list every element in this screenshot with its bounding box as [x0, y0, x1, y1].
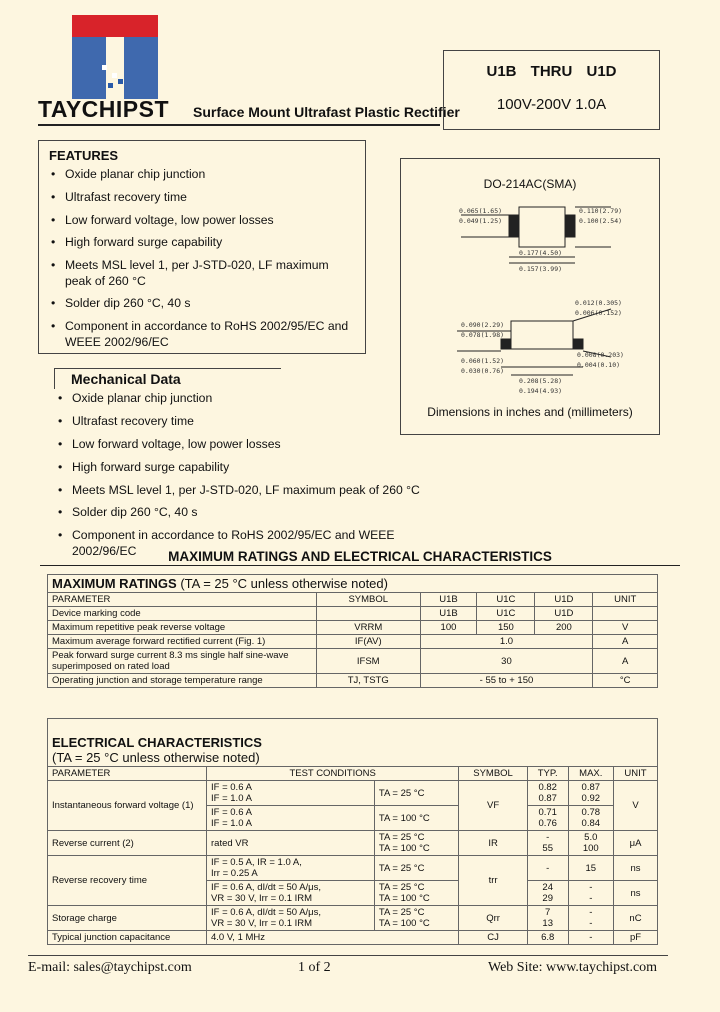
table-row	[48, 674, 658, 688]
table-cell: CJ	[459, 931, 528, 945]
svg-text:0.157(3.99): 0.157(3.99)	[519, 265, 563, 273]
table-cell: Reverse recovery time	[48, 856, 207, 906]
table-cell: IF = 0.5 A, IR = 1.0 A, Irr = 0.25 A	[207, 856, 375, 881]
header-cell: PARAMETER	[48, 593, 317, 607]
table-cell: 6.8	[527, 931, 568, 945]
logo-mark-icon	[72, 15, 158, 99]
maximum-ratings-table	[47, 574, 658, 688]
table-cell: TA = 25 °C	[374, 781, 458, 806]
list-item: • High forward surge capability	[51, 235, 351, 251]
table-cell: -	[527, 856, 568, 881]
list-item: • Meets MSL level 1, per J-STD-020, LF maximum peak of 260 °C	[58, 483, 458, 499]
list-item: • High forward surge capability	[58, 460, 458, 476]
table-cell: IFSM	[317, 649, 421, 674]
table-cell: 15	[568, 856, 613, 881]
header-cell: UNIT	[614, 767, 658, 781]
header-cell: U1D	[535, 593, 593, 607]
table-cell: 4.0 V, 1 MHz	[207, 931, 459, 945]
electrical-characteristics-table	[47, 718, 658, 945]
table-cell: U1D	[535, 607, 593, 621]
table-cell: TJ, TSTG	[317, 674, 421, 688]
page-number: 1 of 2	[298, 960, 331, 975]
features-list	[51, 167, 351, 358]
part-range: U1B THRU U1D	[486, 63, 617, 80]
table-cell: Maximum average forward rectified current (Fig. 1)	[48, 635, 317, 649]
table-cell: TA = 25 °C TA = 100 °C	[374, 906, 458, 931]
svg-text:0.060(1.52): 0.060(1.52)	[461, 357, 505, 365]
table-cell	[317, 607, 421, 621]
table-cell: 200	[535, 621, 593, 635]
list-item: • Meets MSL level 1, per J-STD-020, LF maximum peak of 260 °C	[51, 258, 351, 289]
package-outline-drawing	[401, 189, 659, 399]
svg-text:0.110(2.79): 0.110(2.79)	[579, 207, 623, 215]
table-cell: - 55	[527, 831, 568, 856]
table-cell: Instantaneous forward voltage (1)	[48, 781, 207, 831]
table-cell: ns	[614, 856, 658, 881]
table-cell: 1.0	[420, 635, 593, 649]
footer-rule	[28, 955, 668, 956]
taychipst-logo	[72, 15, 158, 99]
table-cell: 150	[477, 621, 535, 635]
table-cell: Reverse current (2)	[48, 831, 207, 856]
table-cell: IF = 0.6 A IF = 1.0 A	[207, 806, 375, 831]
header-cell: UNIT	[593, 593, 658, 607]
table-cell: IF = 0.6 A, dI/dt = 50 A/μs, VR = 30 V, Irr = 0.1 IRM	[207, 906, 375, 931]
table-cell: U1B	[420, 607, 477, 621]
header-cell: SYMBOL	[317, 593, 421, 607]
table-cell: Storage charge	[48, 906, 207, 931]
table-cell: - -	[568, 906, 613, 931]
brand-name: TAYCHIPST	[38, 96, 170, 122]
table-cell: TA = 25 °C	[374, 856, 458, 881]
list-item: • Ultrafast recovery time	[51, 190, 351, 206]
table-cell: U1C	[477, 607, 535, 621]
list-item: • Low forward voltage, low power losses	[51, 213, 351, 229]
list-item: • Oxide planar chip junction	[58, 391, 458, 407]
table-cell: VF	[459, 781, 528, 831]
table-row	[48, 931, 658, 945]
list-item: • Solder dip 260 °C, 40 s	[51, 296, 351, 312]
table-cell: TA = 25 °C TA = 100 °C	[374, 881, 458, 906]
table-cell: 7 13	[527, 906, 568, 931]
table-cell: trr	[459, 856, 528, 906]
header-cell: SYMBOL	[459, 767, 528, 781]
table-row	[48, 635, 658, 649]
table-cell: °C	[593, 674, 658, 688]
product-subtitle: Surface Mount Ultrafast Plastic Rectifier	[193, 104, 460, 120]
table-cell: 0.71 0.76	[527, 806, 568, 831]
table-cell: A	[593, 635, 658, 649]
list-item: • Component in accordance to RoHS 2002/95/EC and WEEE 2002/96/EC	[58, 528, 458, 559]
svg-text:0.008(0.203): 0.008(0.203)	[577, 351, 624, 359]
table-cell: TA = 100 °C	[374, 806, 458, 831]
table-cell: VRRM	[317, 621, 421, 635]
table-row	[48, 856, 658, 881]
table-row	[48, 831, 658, 856]
header-cell: TYP.	[527, 767, 568, 781]
table-row	[48, 649, 658, 674]
footer-email: E-mail: sales@taychipst.com	[28, 960, 192, 975]
svg-text:0.078(1.98): 0.078(1.98)	[461, 331, 505, 339]
footer-website: Web Site: www.taychipst.com	[488, 960, 658, 975]
table-caption	[48, 575, 658, 593]
table-cell: Device marking code	[48, 607, 317, 621]
table-cell: V	[614, 781, 658, 831]
table-cell: Qrr	[459, 906, 528, 931]
table-cell: Typical junction capacitance	[48, 931, 207, 945]
svg-text:0.006(0.152): 0.006(0.152)	[575, 309, 622, 317]
header-rule	[38, 124, 440, 126]
table-cell: 0.78 0.84	[568, 806, 613, 831]
table-cell: 5.0 100	[568, 831, 613, 856]
table-header-row	[48, 767, 658, 781]
features-title: FEATURES	[49, 148, 119, 163]
section-title: MAXIMUM RATINGS AND ELECTRICAL CHARACTERISTICS	[40, 549, 680, 566]
mechanical-list	[58, 391, 458, 567]
svg-text:0.004(0.10): 0.004(0.10)	[577, 361, 621, 369]
list-item: • Solder dip 260 °C, 40 s	[58, 505, 458, 521]
table-cell: Maximum repetitive peak reverse voltage	[48, 621, 317, 635]
table-cell: -	[568, 931, 613, 945]
svg-text:0.208(5.28): 0.208(5.28)	[519, 377, 563, 385]
svg-text:0.100(2.54): 0.100(2.54)	[579, 217, 623, 225]
table-cell: IF = 0.6 A, dI/dt = 50 A/μs, VR = 30 V, Irr = 0.1 IRM	[207, 881, 375, 906]
header-cell: PARAMETER	[48, 767, 207, 781]
table-cell: - -	[568, 881, 613, 906]
svg-text:0.030(0.76): 0.030(0.76)	[461, 367, 505, 375]
table-row	[48, 781, 658, 806]
table-cell: rated VR	[207, 831, 375, 856]
table-cell: IR	[459, 831, 528, 856]
header-cell: U1B	[420, 593, 477, 607]
table-cell: nC	[614, 906, 658, 931]
list-item: • Component in accordance to RoHS 2002/95/EC and WEEE 2002/96/EC	[51, 319, 351, 350]
table-title: MAXIMUM RATINGS	[52, 576, 177, 591]
svg-text:0.194(4.93): 0.194(4.93)	[519, 387, 563, 395]
table-cell: pF	[614, 931, 658, 945]
svg-text:0.065(1.65): 0.065(1.65)	[459, 207, 503, 215]
table-row	[48, 607, 658, 621]
svg-text:0.049(1.25): 0.049(1.25)	[459, 217, 503, 225]
table-cell: ns	[614, 881, 658, 906]
table-cell: 0.87 0.92	[568, 781, 613, 806]
table-caption	[48, 719, 658, 767]
table-row	[48, 621, 658, 635]
table-header-row	[48, 593, 658, 607]
list-item: • Low forward voltage, low power losses	[58, 437, 458, 453]
list-item: • Ultrafast recovery time	[58, 414, 458, 430]
package-name: DO-214AC(SMA)	[483, 177, 577, 191]
table-condition: (TA = 25 °C unless otherwise noted)	[52, 750, 260, 765]
table-cell: Peak forward surge current 8.3 ms single half sine-wave superimposed on rated load	[48, 649, 317, 674]
table-cell: 0.82 0.87	[527, 781, 568, 806]
table-cell: 30	[420, 649, 593, 674]
table-cell	[593, 607, 658, 621]
list-item: • Oxide planar chip junction	[51, 167, 351, 183]
svg-text:0.090(2.29): 0.090(2.29)	[461, 321, 505, 329]
table-row	[48, 906, 658, 931]
header-cell: U1C	[477, 593, 535, 607]
mechanical-data-title: Mechanical Data	[54, 368, 281, 389]
header-cell: TEST CONDITIONS	[207, 767, 459, 781]
dimensions-caption: Dimensions in inches and (millimeters)	[427, 405, 633, 419]
table-cell: 24 29	[527, 881, 568, 906]
table-cell: A	[593, 649, 658, 674]
table-cell: TA = 25 °C TA = 100 °C	[374, 831, 458, 856]
table-cell: Operating junction and storage temperature range	[48, 674, 317, 688]
table-cell: V	[593, 621, 658, 635]
table-condition: (TA = 25 °C unless otherwise noted)	[180, 576, 388, 591]
table-cell: μA	[614, 831, 658, 856]
table-cell: IF(AV)	[317, 635, 421, 649]
svg-text:0.177(4.50): 0.177(4.50)	[519, 249, 563, 257]
header-cell: MAX.	[568, 767, 613, 781]
table-cell: IF = 0.6 A IF = 1.0 A	[207, 781, 375, 806]
svg-text:0.012(0.305): 0.012(0.305)	[575, 299, 622, 307]
voltage-current-rating: 100V-200V 1.0A	[496, 96, 607, 113]
features-box	[38, 140, 366, 354]
part-number-box	[443, 50, 660, 130]
table-cell: - 55 to + 150	[420, 674, 593, 688]
table-cell: 100	[420, 621, 477, 635]
table-title: ELECTRICAL CHARACTERISTICS	[52, 735, 262, 750]
